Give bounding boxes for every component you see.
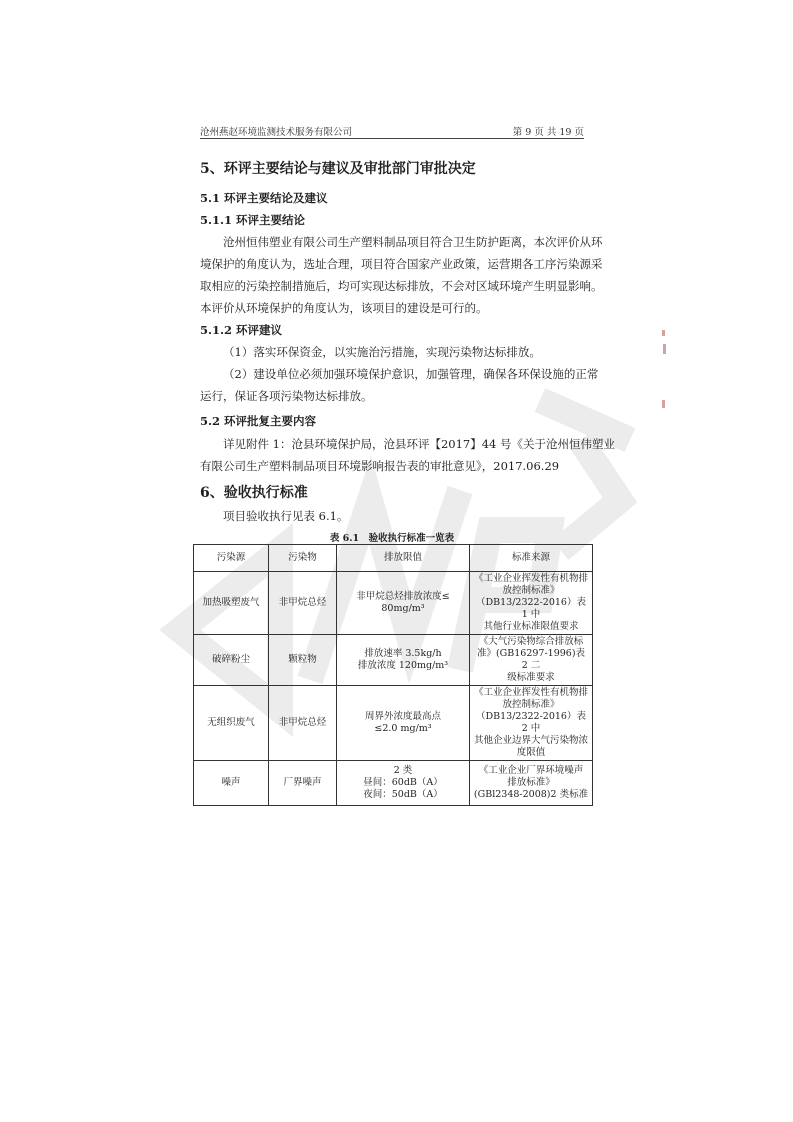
table-row	[194, 635, 593, 686]
standard-line: (GBl2348-2008)2 类标准	[473, 789, 589, 800]
margin-marks	[660, 330, 670, 430]
section-5-2-title: 5.2 环评批复主要内容	[200, 414, 317, 428]
section-6-intro: 项目验收执行见表 6.1。	[223, 509, 349, 523]
limit-line: 80mg/m³	[381, 603, 425, 614]
limit-line: 夜间：50dB（A）	[363, 789, 443, 800]
limit-cell	[337, 635, 470, 686]
section-6-title: 6、验收执行标准	[200, 485, 308, 501]
header-page-number: 第 9 页 共 19 页	[512, 127, 584, 138]
standards-table	[193, 544, 593, 806]
header-company: 沧州燕赵环境监测技术服务有限公司	[200, 127, 353, 138]
limit-cell	[337, 761, 470, 806]
standard-line: 放控制标准》	[502, 585, 560, 596]
section-5-title: 5、环评主要结论与建议及审批部门审批决定	[200, 161, 476, 177]
standard-cell	[470, 761, 593, 806]
table-caption: 表 6.1 验收执行标准一览表	[329, 533, 455, 544]
standard-cell	[470, 572, 593, 635]
table-row	[194, 572, 593, 635]
standard-line: 度限值	[516, 747, 546, 758]
suggestion-item-2-line-2: 运行，保证各项污染物达标排放。	[200, 389, 373, 403]
standard-line: 准》(GB16297-1996)表 2 二	[476, 648, 586, 671]
conclusion-line-4: 本评价从环境保护的角度认为，该项目的建设是可行的。	[200, 301, 488, 315]
standard-line: 《工业企业厂界环境噪声	[478, 765, 584, 776]
column-header: 污染源	[194, 545, 269, 572]
source-cell: 噪声	[194, 761, 269, 806]
standard-line: 《工业企业挥发性有机物排	[473, 573, 588, 584]
pollutant-cell: 非甲烷总烃	[269, 686, 337, 761]
page-header	[200, 122, 584, 139]
standard-line: 其他企业边界大气污染物浓	[473, 735, 588, 746]
conclusion-line-2: 境保护的角度认为，选址合理，项目符合国家产业政策，运营期各工序污染源采	[200, 257, 603, 271]
standard-line: 其他行业标准限值要求	[483, 621, 579, 632]
approval-line-2: 有限公司生产塑料制品项目环境影响报告表的审批意见》，2017.06.29	[200, 459, 560, 473]
limit-line: 周界外浓度最高点	[364, 711, 441, 722]
limit-line: 非甲烷总烃排放浓度≤	[356, 591, 450, 602]
limit-line: ≤2.0 mg/m³	[374, 723, 432, 734]
standard-line: 排放标准》	[507, 777, 555, 788]
limit-line: 排放浓度 120mg/m³	[357, 660, 449, 671]
conclusion-line-1: 沧州恒伟塑业有限公司生产塑料制品项目符合卫生防护距离，本次评价从环	[223, 235, 603, 249]
approval-line-1: 详见附件 1：沧县环境保护局，沧县环评【2017】44 号《关于沧州恒伟塑业	[223, 437, 616, 451]
section-5-1-title: 5.1 环评主要结论及建议	[200, 191, 328, 205]
section-5-1-2-title: 5.1.2 环评建议	[200, 323, 283, 337]
suggestion-item-1: （1）落实环保资金，以实施治污措施，实现污染物达标排放。	[223, 345, 541, 359]
pollutant-cell: 颗粒物	[269, 635, 337, 686]
limit-cell	[337, 686, 470, 761]
standard-cell	[470, 635, 593, 686]
limit-line: 2 类	[393, 765, 413, 776]
limit-line: 昼间：60dB（A）	[363, 777, 443, 788]
standard-line: 《大气污染物综合排放标	[478, 636, 584, 647]
table-row	[194, 761, 593, 806]
pollutant-cell: 非甲烷总烃	[269, 572, 337, 635]
table-header-row	[194, 545, 593, 572]
source-cell: 加热吸塑废气	[194, 572, 269, 635]
pollutant-cell: 厂界噪声	[269, 761, 337, 806]
source-cell: 破碎粉尘	[194, 635, 269, 686]
section-5-1-1-title: 5.1.1 环评主要结论	[200, 213, 306, 227]
standard-line: 《工业企业挥发性有机物排	[473, 687, 588, 698]
column-header: 污染物	[269, 545, 337, 572]
column-header: 标准来源	[470, 545, 593, 572]
source-cell: 无组织废气	[194, 686, 269, 761]
standard-line: （DB13/2322-2016）表 2 中	[476, 711, 586, 734]
column-header: 排放限值	[337, 545, 470, 572]
limit-cell	[337, 572, 470, 635]
table-row	[194, 686, 593, 761]
standard-line: （DB13/2322-2016）表 1 中	[476, 597, 586, 620]
standard-line: 放控制标准》	[502, 699, 560, 710]
suggestion-item-2-line-1: （2）建设单位必须加强环境保护意识，加强管理，确保各环保设施的正常	[223, 367, 599, 381]
conclusion-line-3: 取相应的污染控制措施后，均可实现达标排放，不会对区域环境产生明显影响。	[200, 279, 603, 293]
standard-line: 级标准要求	[507, 672, 555, 683]
standard-cell	[470, 686, 593, 761]
limit-line: 排放速率 3.5kg/h	[364, 648, 442, 659]
